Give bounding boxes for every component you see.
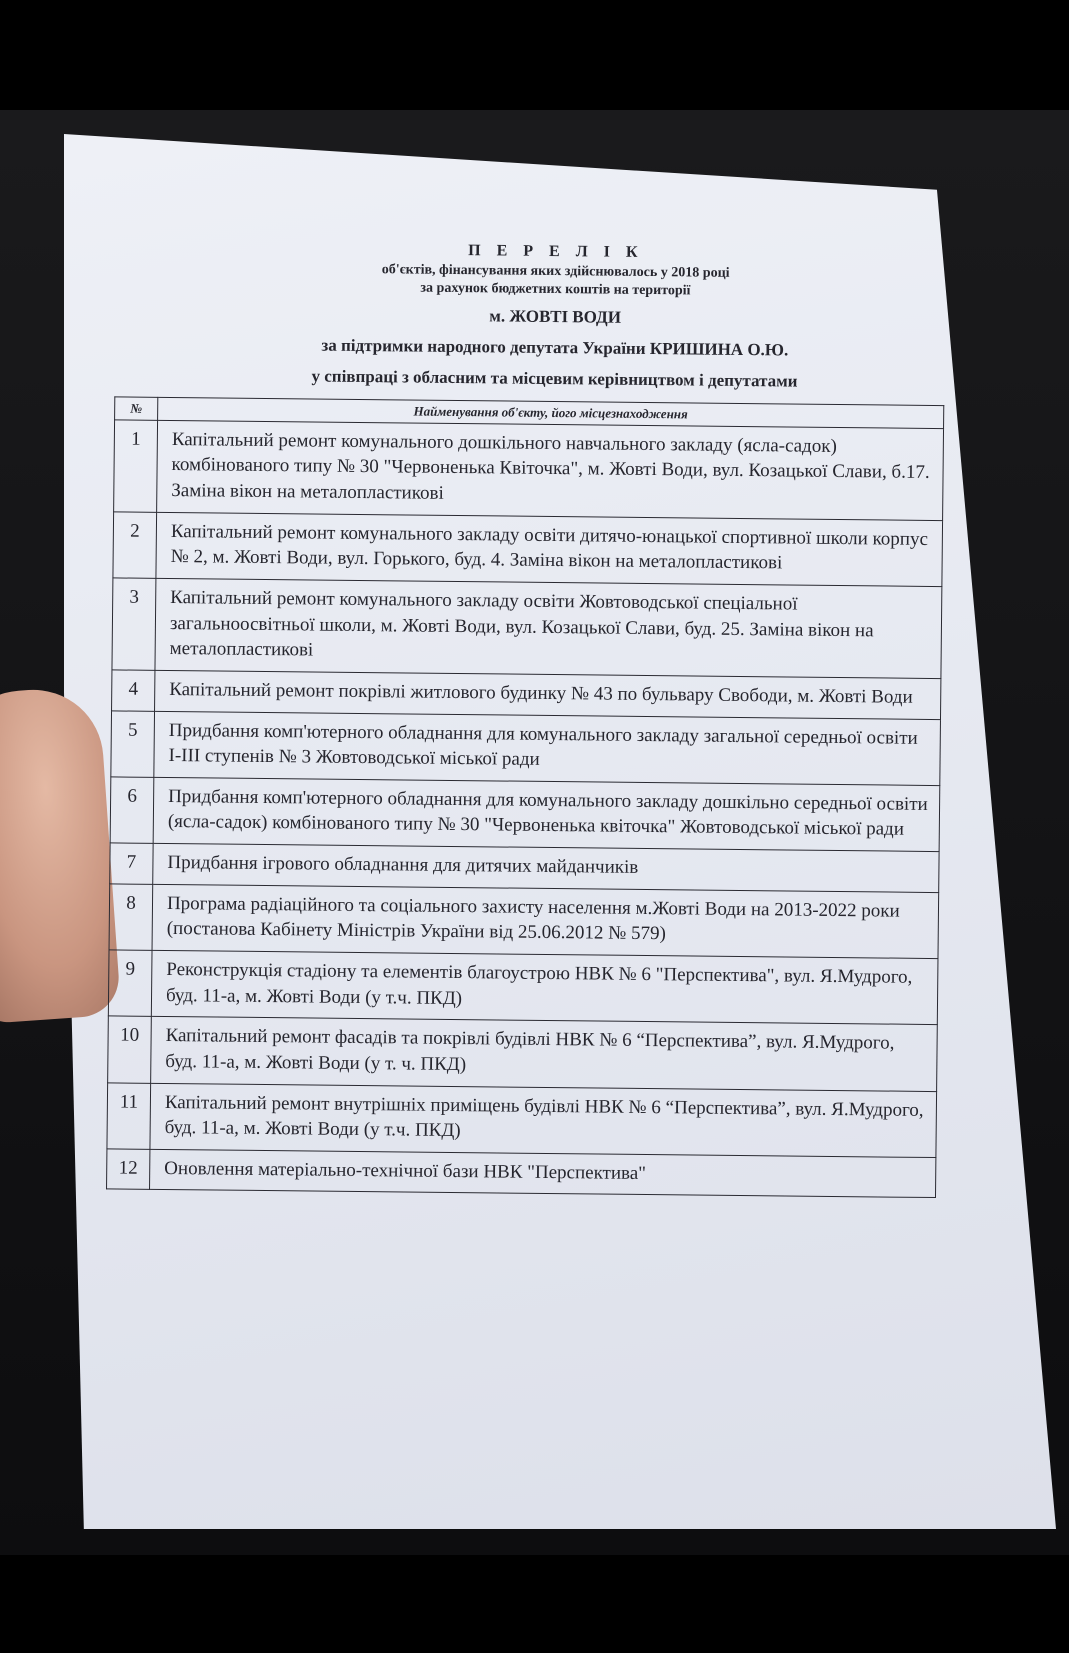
- row-text: Капітальний ремонт комунального дошкільного навчального закладу (ясла-садок) комбінованого типу № 30 "Червоненька Квіточка", м. Жовті Води, вул. Козацької Слави, б.17. Заміна вікон на металопластикові: [157, 420, 944, 520]
- row-number: 5: [111, 710, 155, 777]
- document-support-1: за підтримки народного депутата України КРИШИНА О.Ю.: [321, 335, 789, 360]
- row-text: Капітальний ремонт покрівлі житлового будинку № 43 по бульвару Свободи, м. Жовті Води: [155, 670, 941, 719]
- document-subtitle-2: за рахунок бюджетних коштів на території: [420, 281, 691, 299]
- table-row: [110, 777, 940, 852]
- row-text: Придбання комп'ютерного обладнання для комунального закладу загальної середньої освіти І-ІІІ ступенів № 3 Жовтоводської міської ради: [154, 711, 941, 786]
- table-row: [114, 420, 944, 521]
- table-row: [113, 512, 943, 587]
- row-number: 10: [108, 1016, 152, 1083]
- document-heading: [74, 236, 996, 396]
- row-number: 2: [113, 512, 157, 579]
- row-number: 8: [109, 884, 153, 951]
- table-row: [107, 1082, 937, 1157]
- row-text: Капітальний ремонт комунального закладу освіти Жовтоводської спеціальної загальноосвітньої школи, м. Жовті Води, вул. Козацької Слави, буд. 25. Заміна вікон на металопластикові: [155, 578, 942, 678]
- row-text: Оновлення матеріально-технічної бази НВК "Перспектива": [150, 1149, 936, 1198]
- document-subtitle-1: об'єктів, фінансування яких здійснювалось у 2018 році: [381, 261, 730, 281]
- row-number: 12: [107, 1149, 150, 1190]
- table-row: [108, 1016, 938, 1091]
- header-number: №: [115, 397, 158, 420]
- row-text: Програма радіаційного та соціального захисту населення м.Жовті Води на 2013-2022 роки (постанова Кабінету Міністрів України від 25.06.2012 № 579): [152, 884, 939, 959]
- row-number: 4: [112, 670, 155, 711]
- table-row: [111, 710, 941, 785]
- document-title: П Е Р Е Л І К: [468, 242, 644, 261]
- row-number: 1: [114, 420, 158, 512]
- row-number: 7: [110, 843, 153, 884]
- table-row: [112, 578, 942, 679]
- row-text: Капітальний ремонт фасадів та покрівлі будівлі НВК № 6 “Перспектива”, вул. Я.Мудрого, буд. 11-а, м. Жовті Води (у т. ч. ПКД): [151, 1017, 938, 1092]
- document-city: м. ЖОВТІ ВОДИ: [489, 306, 622, 328]
- row-number: 9: [108, 950, 152, 1017]
- row-number: 3: [112, 578, 156, 670]
- objects-table: [106, 397, 944, 1199]
- table-row: [108, 950, 938, 1025]
- table-row: [109, 884, 939, 959]
- row-number: 6: [110, 777, 154, 844]
- table-row: [107, 1149, 936, 1198]
- document-support-2: у співпраці з обласним та місцевим керівництвом і депутатами: [311, 366, 798, 391]
- row-text: Капітальний ремонт комунального закладу освіти дитячо-юнацької спортивної школи корпус № 2, м. Жовті Води, вул. Горького, буд. 4. Заміна вікон на металопластикові: [156, 512, 943, 587]
- row-text: Реконструкція стадіону та елементів благоустрою НВК № 6 "Перспектива", вул. Я.Мудрого, буд. 11-а, м. Жовті Води (у т.ч. ПКД): [151, 950, 938, 1025]
- header-name: Найменування об'єкту, його місцезнаходження: [158, 398, 944, 429]
- row-text: Придбання комп'ютерного обладнання для комунального закладу дошкільно середньої освіти (ясла-садок) комбінованого типу № 30 "Червоненька квіточка" Жовтоводської міської ради: [153, 777, 940, 852]
- row-number: 11: [107, 1082, 151, 1149]
- row-text: Придбання ігрового обладнання для дитячих майданчиків: [153, 843, 939, 892]
- document: [66, 236, 996, 1199]
- row-text: Капітальний ремонт внутрішніх приміщень будівлі НВК № 6 “Перспектива”, вул. Я.Мудрого, буд. 11-а, м. Жовті Води (у т.ч. ПКД): [150, 1083, 937, 1158]
